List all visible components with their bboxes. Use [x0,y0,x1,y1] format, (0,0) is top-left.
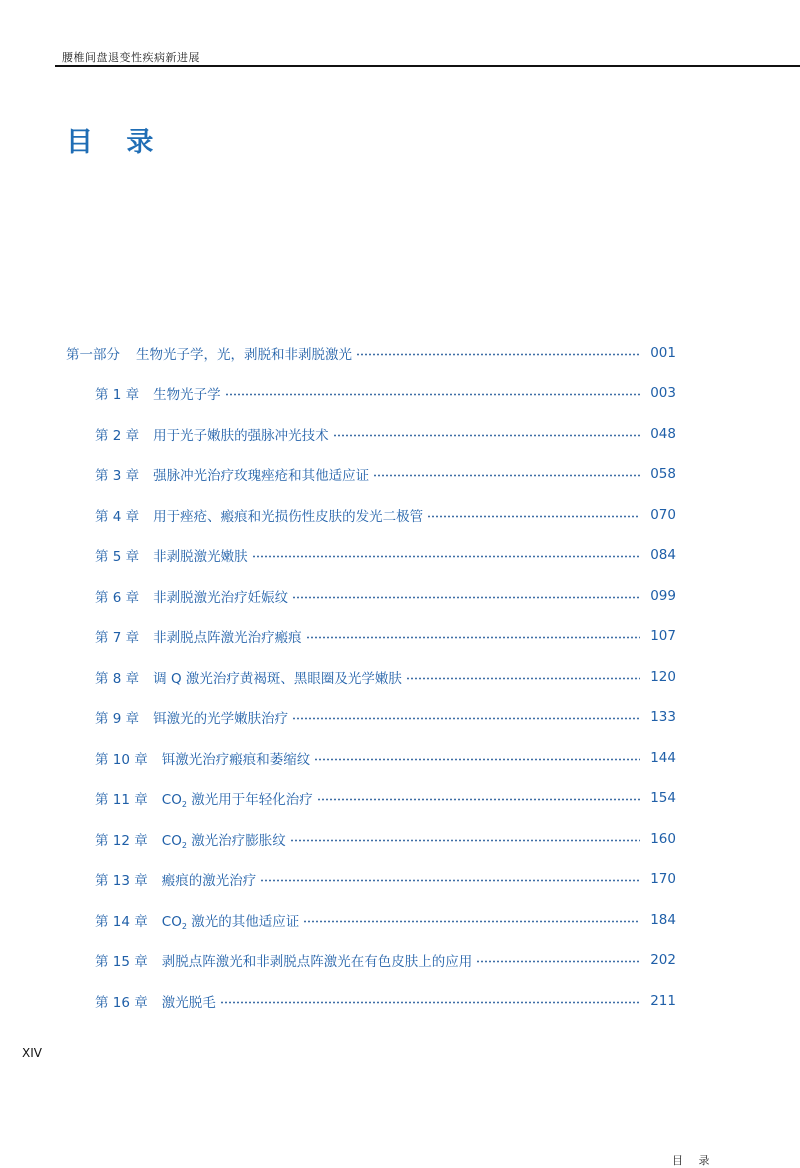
chapter-title: 非剥脱激光治疗妊娠纹 [153,590,289,606]
toc-chapter-row[interactable] [95,504,676,526]
part-label: 第一部分 [66,347,120,363]
chapter-title: 铒激光的光学嫩肤治疗 [153,711,289,727]
chapter-number: 第 4 章 [95,509,140,525]
toc-leader [314,758,640,761]
chapter-title-rest: 激光治疗膨胀纹 [186,832,286,849]
chapter-page: 170 [650,871,676,887]
footer-section-mark: 目 录 [672,1154,716,1167]
toc-leader [406,677,640,680]
toc-chapter-row[interactable] [95,463,676,485]
toc-leader [220,1001,640,1004]
chapter-number: 第 14 章 [95,914,148,930]
chapter-title: 非剥脱激光嫩肤 [153,549,248,565]
page-folio: XIV [22,1046,42,1060]
chapter-title [162,788,313,809]
toc-chapter-row[interactable] [95,625,676,647]
toc-leader [317,798,640,801]
toc-chapter-row[interactable] [95,909,676,931]
toc-leader [476,960,640,963]
chapter-title: 铒激光治疗瘢痕和萎缩纹 [161,752,311,768]
chapter-number: 第 12 章 [95,833,148,849]
toc-leader [356,353,640,356]
toc-leader [427,515,640,518]
chapter-page: 120 [650,669,676,685]
toc-chapter-row[interactable] [95,828,676,850]
chapter-page: 202 [650,952,676,968]
toc-leader [333,434,640,437]
chapter-title: 激光脱毛 [161,995,216,1011]
toc-leader [225,393,640,396]
chapter-title: 生物光子学 [153,387,221,403]
chapter-number: 第 3 章 [95,468,140,484]
chapter-number: 第 8 章 [95,671,140,687]
chapter-number: 第 7 章 [95,630,140,646]
chapter-title: 用于痤疮、瘢痕和光损伤性皮肤的发光二极管 [153,509,424,525]
chapter-title: 强脉冲光治疗玫瑰痤疮和其他适应证 [153,468,370,484]
toc-leader [292,717,640,720]
chapter-page: 133 [650,709,676,725]
toc-chapter-row[interactable] [95,585,676,607]
chapter-title-co: CO [161,832,182,849]
chapter-page: 084 [650,547,676,563]
toc-chapter-row[interactable] [95,868,676,890]
toc-chapter-row[interactable] [95,787,676,809]
chapter-title-subscript: 2 [181,799,187,809]
chapter-number: 第 16 章 [95,995,148,1011]
chapter-number: 第 6 章 [95,590,140,606]
toc-leader [303,920,640,923]
toc-chapter-row[interactable] [95,990,676,1012]
chapter-number: 第 11 章 [95,792,148,808]
chapter-number: 第 1 章 [95,387,140,403]
toc-chapter-row[interactable] [95,747,676,769]
chapter-title [162,910,299,931]
chapter-page: 070 [650,507,676,523]
chapter-page: 184 [650,912,676,928]
chapter-page: 058 [650,466,676,482]
chapter-page: 099 [650,588,676,604]
toc-chapter-row[interactable] [95,544,676,566]
toc-chapter-row[interactable] [95,382,676,404]
toc-chapter-row[interactable] [95,666,676,688]
toc-part-row[interactable] [66,342,676,364]
toc-leader [290,839,640,842]
chapter-title: 剥脱点阵激光和非剥脱点阵激光在有色皮肤上的应用 [161,954,473,970]
running-header: 腰椎间盘退变性疾病新进展 [62,51,200,64]
chapter-number: 第 9 章 [95,711,140,727]
chapter-page: 154 [650,790,676,806]
chapter-title: 非剥脱点阵激光治疗瘢痕 [153,630,302,646]
chapter-title: 调 Q 激光治疗黄褐斑、黑眼圈及光学嫩肤 [153,671,402,687]
part-page: 001 [650,345,676,361]
chapter-page: 003 [650,385,676,401]
toc-chapter-row[interactable] [95,949,676,971]
chapter-title-subscript: 2 [181,840,187,850]
header-rule [55,65,800,67]
chapter-title: 瘢痕的激光治疗 [161,873,257,889]
chapter-page: 211 [650,993,676,1009]
chapter-number: 第 5 章 [95,549,140,565]
chapter-title [162,829,286,850]
toc-chapter-row[interactable] [95,706,676,728]
chapter-number: 第 2 章 [95,428,140,444]
chapter-number: 第 13 章 [95,873,148,889]
toc-chapter-row[interactable] [95,423,676,445]
toc-leader [306,636,640,639]
toc-leader [252,555,640,558]
chapter-title-rest: 激光的其他适应证 [186,913,300,930]
chapter-number: 第 10 章 [95,752,148,768]
chapter-title-rest: 激光用于年轻化治疗 [186,791,313,808]
chapter-title-co: CO [161,791,182,808]
toc-leader [373,474,640,477]
page-title: 目 录 [66,127,166,158]
chapter-page: 107 [650,628,676,644]
chapter-number: 第 15 章 [95,954,148,970]
chapter-page: 144 [650,750,676,766]
chapter-title: 用于光子嫩肤的强脉冲光技术 [153,428,329,444]
chapter-title-subscript: 2 [181,921,187,931]
toc-leader [260,879,640,882]
part-title: 生物光子学，光，剥脱和非剥脱激光 [136,347,352,363]
chapter-page: 048 [650,426,676,442]
chapter-page: 160 [650,831,676,847]
chapter-title-co: CO [161,913,182,930]
toc-leader [292,596,640,599]
